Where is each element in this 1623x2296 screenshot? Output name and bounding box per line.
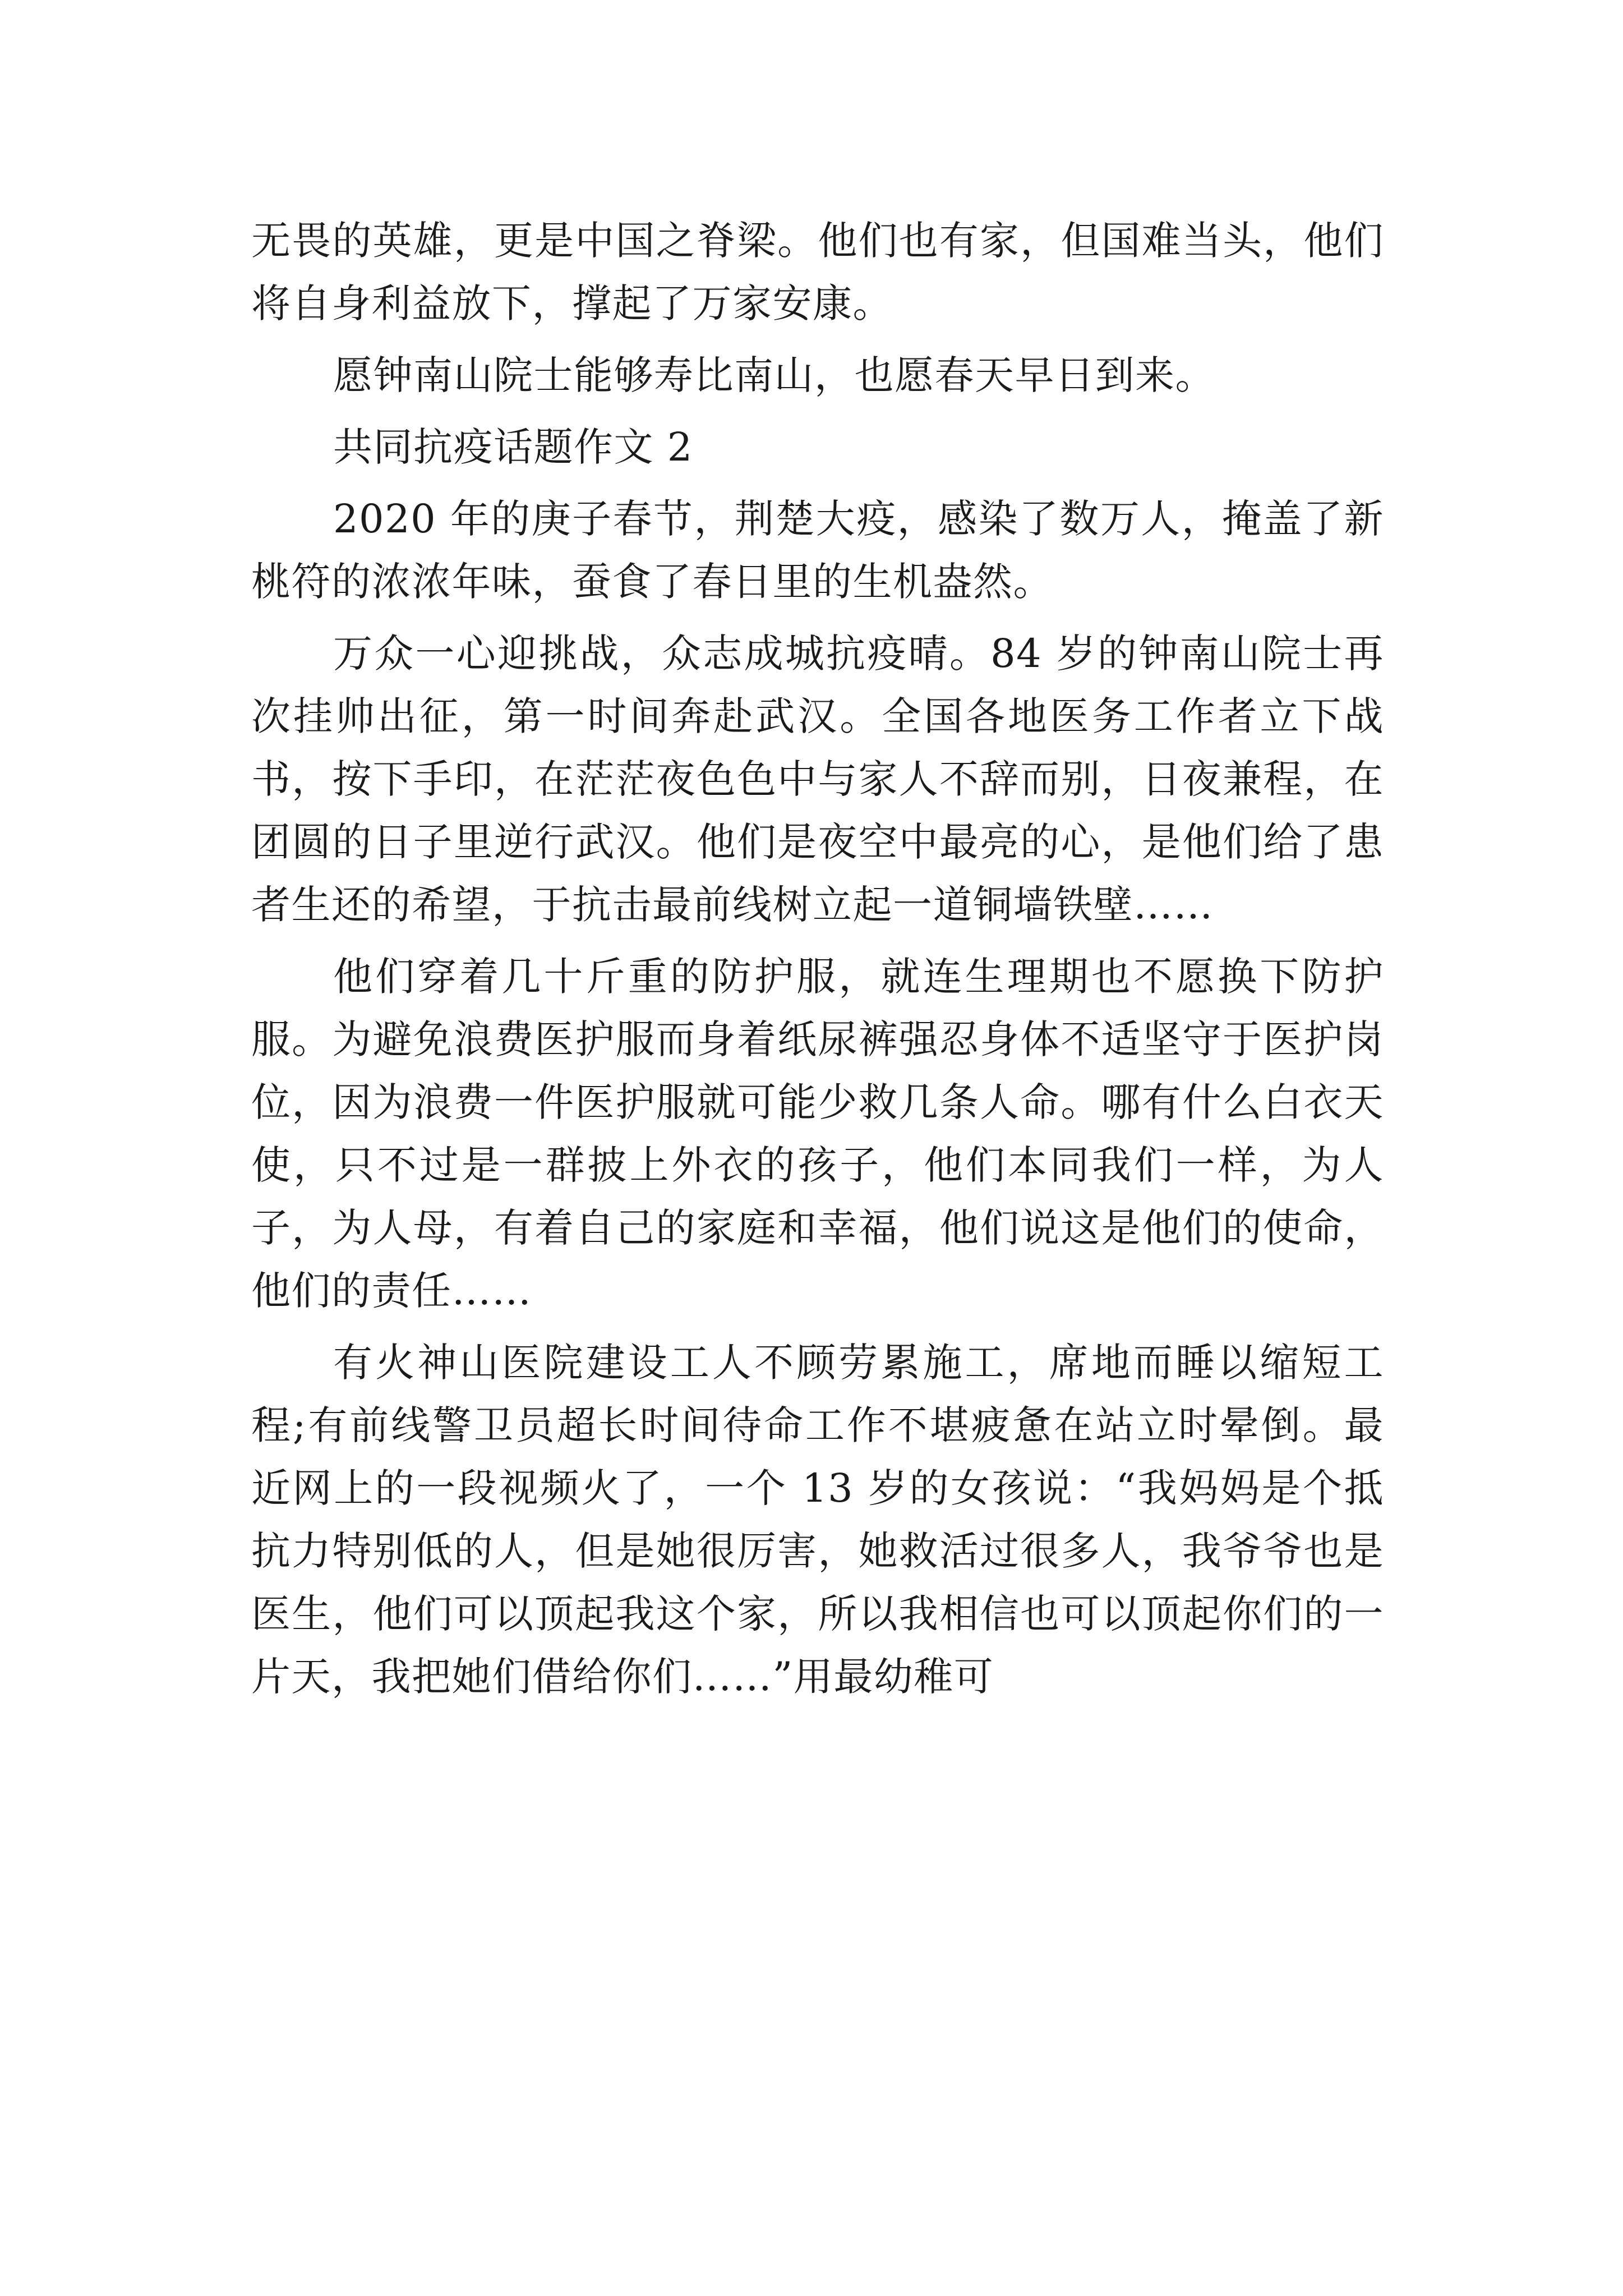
document-page [251,209,1384,1717]
paragraph: 他们穿着几十斤重的防护服，就连生理期也不愿换下防护服。为避免浪费医护服而身着纸尿裤强忍身体不适坚守于医护岗位，因为浪费一件医护服就可能少救几条人命。哪有什么白衣天使，只不过是一群披上外衣的孩子，他们本同我们一样，为人子，为人母，有着自己的家庭和幸福，他们说这是他们的使命，他们的责任…… [251,954,1384,1314]
section-heading: 共同抗疫话题作文 2 [333,424,693,470]
paragraph: 2020 年的庚子春节，荆楚大疫，感染了数万人，掩盖了新桃符的浓浓年味，蚕食了春日里的生机盎然。 [251,496,1384,605]
paragraph: 万众一心迎挑战，众志成城抗疫晴。84 岁的钟南山院士再次挂帅出征，第一时间奔赴武汉。全国各地医务工作者立下战书，按下手印，在茫茫夜色色中与家人不辞而别，日夜兼程，在团圆的日子里逆行武汉。他们是夜空中最亮的心，是他们给了患者生还的希望，于抗击最前线树立起一道铜墙铁壁…… [251,631,1384,928]
paragraph: 愿钟南山院士能够寿比南山，也愿春天早日到来。 [333,352,1215,398]
paragraph-continued: 无畏的英雄，更是中国之脊梁。他们也有家，但国难当头，他们将自身利益放下，撑起了万家安康。 [251,218,1384,326]
paragraph: 有火神山医院建设工人不顾劳累施工，席地而睡以缩短工程;有前线警卫员超长时间待命工作不堪疲惫在站立时晕倒。最近网上的一段视频火了，一个 13 岁的女孩说：“我妈妈是个抵抗力特别低的人，但是她很厉害，她救活过很多人，我爷爷也是医生，他们可以顶起我这个家，所以我相信也可以顶起你们的一片天，我把她们借给你们……”用最幼稚可 [251,1340,1384,1700]
